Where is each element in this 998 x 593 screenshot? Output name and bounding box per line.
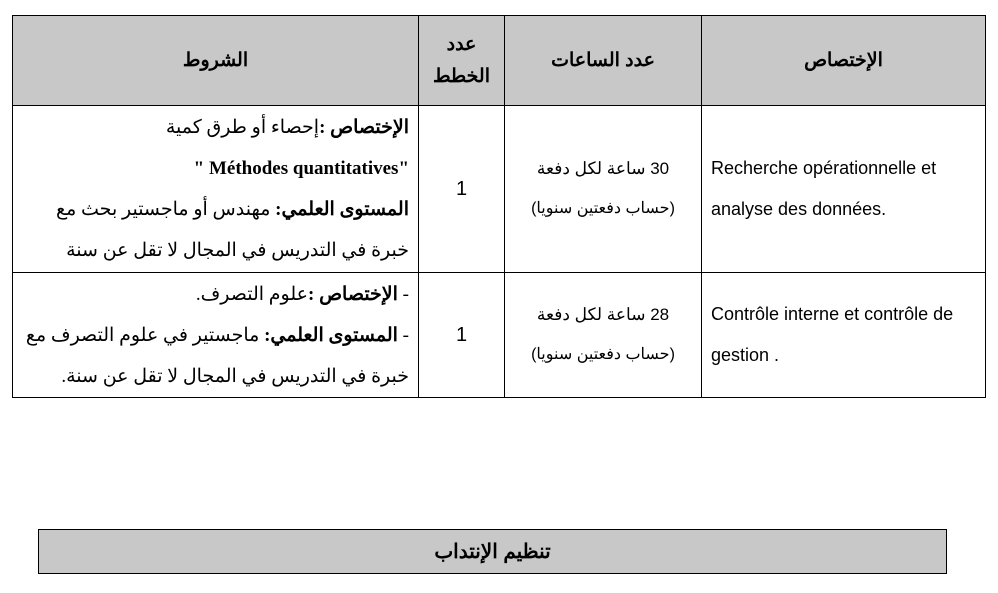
condition-value: علوم التصرف. bbox=[195, 283, 308, 305]
section-title-banner: تنظيم الإنتداب bbox=[38, 529, 947, 574]
conditions-cell bbox=[13, 273, 419, 398]
hours-note: (حساب دفعتين سنويا) bbox=[531, 346, 675, 363]
condition-label: المستوى العلمي: bbox=[275, 199, 409, 220]
condition-line: خبرة في التدريس في المجال لا تقل عن سنة. bbox=[61, 365, 409, 387]
table-header-row bbox=[13, 16, 986, 106]
condition-french-title: " Méthodes quantitatives" bbox=[193, 158, 409, 179]
hours-cell bbox=[505, 106, 702, 273]
header-conditions: الشروط bbox=[13, 16, 419, 106]
specialty-cell: Contrôle interne et contrôle de gestion . bbox=[702, 273, 986, 398]
condition-line bbox=[19, 315, 409, 356]
hours-cell bbox=[505, 273, 702, 398]
condition-line bbox=[19, 107, 409, 148]
specialty-cell: Recherche opérationnelle et analyse des données. bbox=[702, 106, 986, 273]
recruitment-table bbox=[12, 15, 986, 398]
condition-label: الإختصاص : bbox=[319, 117, 409, 138]
conditions-cell bbox=[13, 106, 419, 273]
condition-label: الإختصاص : bbox=[308, 283, 398, 305]
condition-line bbox=[19, 274, 409, 315]
plans-count-cell: 1 bbox=[419, 273, 505, 398]
header-hours: عدد الساعات bbox=[505, 16, 702, 106]
hours-value: 30 ساعة لكل دفعة bbox=[536, 159, 670, 178]
condition-label: المستوى العلمي: bbox=[264, 324, 398, 346]
condition-line bbox=[19, 189, 409, 230]
condition-bullet: - bbox=[397, 283, 409, 305]
header-plans-line1: عدد bbox=[446, 33, 477, 55]
header-plans-count bbox=[419, 16, 505, 106]
condition-value: مهندس أو ماجستير بحث مع bbox=[55, 199, 276, 220]
condition-line: خبرة في التدريس في المجال لا تقل عن سنة bbox=[66, 240, 409, 261]
condition-value: إحصاء أو طرق كمية bbox=[165, 117, 320, 138]
header-plans-line2: الخطط bbox=[433, 65, 490, 87]
condition-value: ماجستير في علوم التصرف مع bbox=[25, 324, 265, 346]
header-specialty: الإختصاص bbox=[702, 16, 986, 106]
table-row bbox=[13, 273, 986, 398]
hours-note: (حساب دفعتين سنويا) bbox=[531, 200, 675, 217]
condition-bullet: - bbox=[397, 324, 409, 346]
plans-count-cell: 1 bbox=[419, 106, 505, 273]
hours-value: 28 ساعة لكل دفعة bbox=[536, 305, 670, 324]
table-row bbox=[13, 106, 986, 273]
